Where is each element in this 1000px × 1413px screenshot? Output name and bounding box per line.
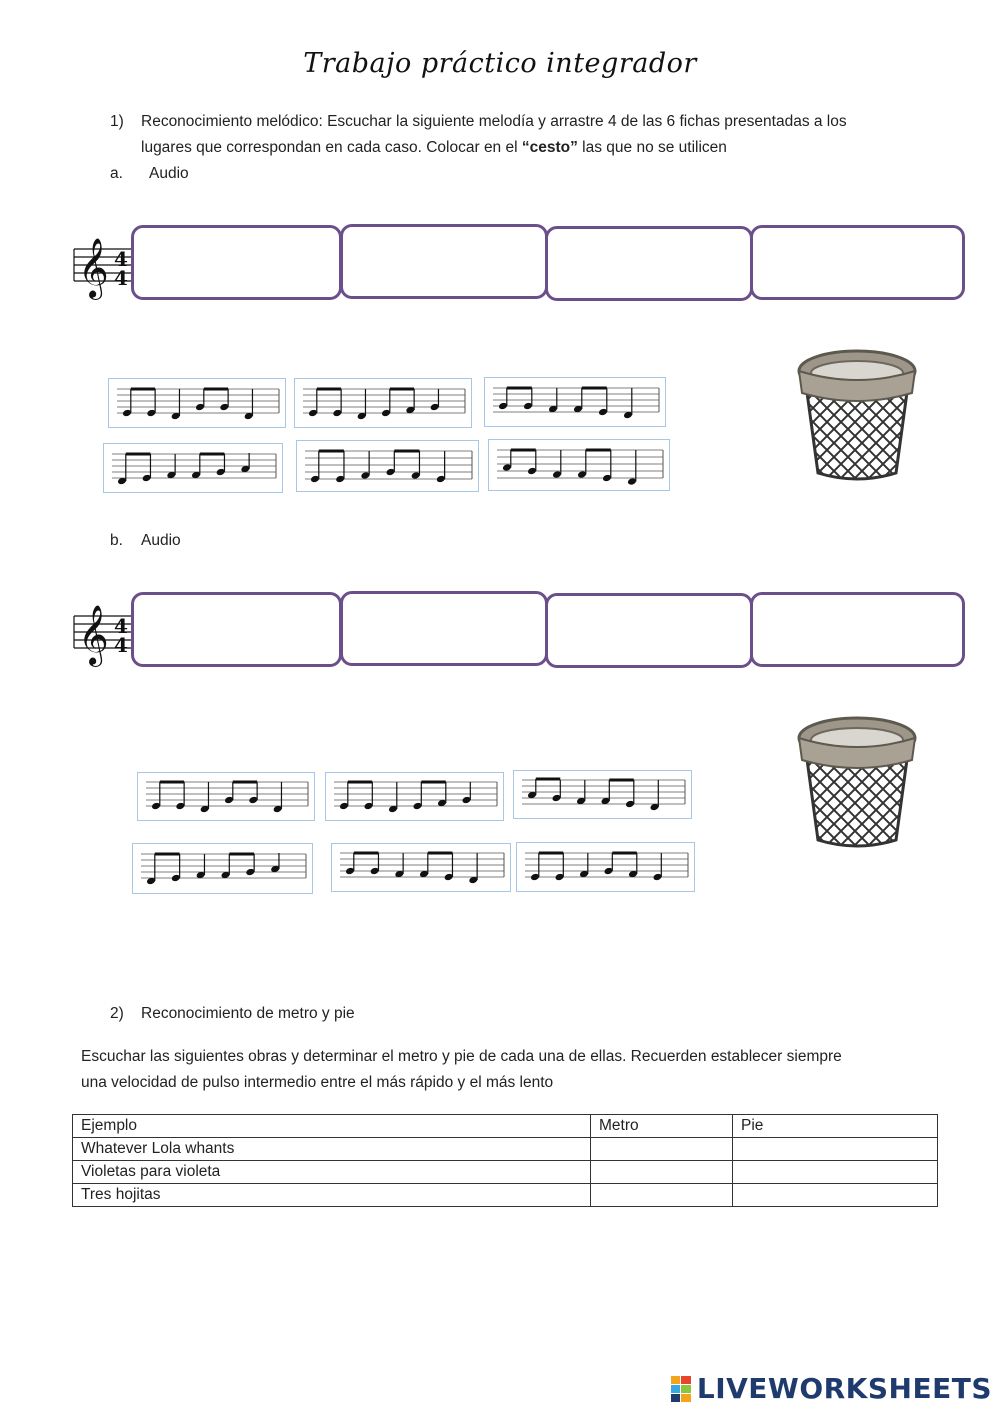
table-row <box>73 1161 938 1184</box>
table-cell-metro[interactable] <box>591 1161 733 1184</box>
melody-card-a-6[interactable] <box>488 439 670 491</box>
basket-a-icon[interactable] <box>792 345 922 485</box>
melody-card-b-6[interactable] <box>516 842 695 892</box>
treble-clef-icon: 𝄞 <box>78 238 109 298</box>
part-b-audio-label[interactable]: Audio <box>141 532 181 549</box>
section-2-text-line-1: Escuchar las siguientes obras y determinar el metro y pie de cada una de ellas. Recuerden establecer siempre <box>81 1048 842 1065</box>
page-title: Trabajo práctico integrador <box>303 48 697 79</box>
table-header-metro: Metro <box>591 1115 733 1138</box>
liveworksheets-logo-icon <box>671 1376 691 1402</box>
table-cell-metro[interactable] <box>591 1184 733 1207</box>
drop-zone-a-1[interactable] <box>131 225 342 300</box>
drop-zone-b-1[interactable] <box>131 592 342 667</box>
section-1-number: 1) <box>110 113 124 130</box>
melody-card-a-4[interactable] <box>103 443 283 493</box>
metro-pie-table <box>72 1114 938 1207</box>
melody-card-a-1[interactable] <box>108 378 286 428</box>
table-cell-ejemplo: Violetas para violeta <box>73 1161 591 1184</box>
part-b-letter: b. <box>110 532 123 549</box>
time-signature-top: 4 <box>114 247 128 271</box>
melody-card-a-3[interactable] <box>484 377 666 427</box>
table-header-pie: Pie <box>733 1115 938 1138</box>
table-row <box>73 1184 938 1207</box>
section-1-instruction-line-1: Reconocimiento melódico: Escuchar la siguiente melodía y arrastre 4 de las 6 fichas presentadas a los <box>141 113 847 130</box>
drop-zone-b-3[interactable] <box>545 593 753 668</box>
part-a-audio-label[interactable]: Audio <box>149 165 189 182</box>
melody-card-b-2[interactable] <box>325 772 504 821</box>
basket-b-icon[interactable] <box>792 712 922 852</box>
table-row <box>73 1138 938 1161</box>
liveworksheets-wordmark: LIVEWORKSHEETS <box>696 1372 992 1405</box>
table-cell-pie[interactable] <box>733 1161 938 1184</box>
melody-card-b-4[interactable] <box>132 843 313 894</box>
melody-card-a-2[interactable] <box>294 378 472 428</box>
time-signature-bottom: 4 <box>114 266 128 290</box>
staff-a-clef <box>72 215 138 305</box>
section-1-instruction-line-2: lugares que correspondan en cada caso. Colocar en el “cesto” las que no se utilicen <box>141 139 727 156</box>
melody-card-b-1[interactable] <box>137 772 315 821</box>
table-cell-ejemplo: Tres hojitas <box>73 1184 591 1207</box>
staff-b-clef <box>72 582 138 672</box>
table-header-ejemplo: Ejemplo <box>73 1115 591 1138</box>
table-cell-pie[interactable] <box>733 1184 938 1207</box>
melody-card-a-5[interactable] <box>296 440 479 492</box>
cesto-keyword: “cesto” <box>521 139 578 156</box>
part-a-letter: a. <box>110 165 123 182</box>
section-2-number: 2) <box>110 1005 124 1022</box>
table-cell-metro[interactable] <box>591 1138 733 1161</box>
table-cell-pie[interactable] <box>733 1138 938 1161</box>
section-2-text-line-2: una velocidad de pulso intermedio entre el más rápido y el más lento <box>81 1074 554 1091</box>
drop-zone-a-4[interactable] <box>750 225 965 300</box>
melody-card-b-5[interactable] <box>331 843 511 892</box>
drop-zone-a-2[interactable] <box>340 224 548 299</box>
time-signature-top: 4 <box>114 614 128 638</box>
drop-zone-b-2[interactable] <box>340 591 548 666</box>
section-2-heading: Reconocimiento de metro y pie <box>141 1005 355 1022</box>
melody-card-b-3[interactable] <box>513 770 692 819</box>
table-header-row <box>73 1115 938 1138</box>
liveworksheets-brand[interactable] <box>671 1372 992 1405</box>
treble-clef-icon: 𝄞 <box>78 605 109 665</box>
drop-zone-b-4[interactable] <box>750 592 965 667</box>
drop-zone-a-3[interactable] <box>545 226 753 301</box>
time-signature-bottom: 4 <box>114 633 128 657</box>
table-cell-ejemplo: Whatever Lola whants <box>73 1138 591 1161</box>
